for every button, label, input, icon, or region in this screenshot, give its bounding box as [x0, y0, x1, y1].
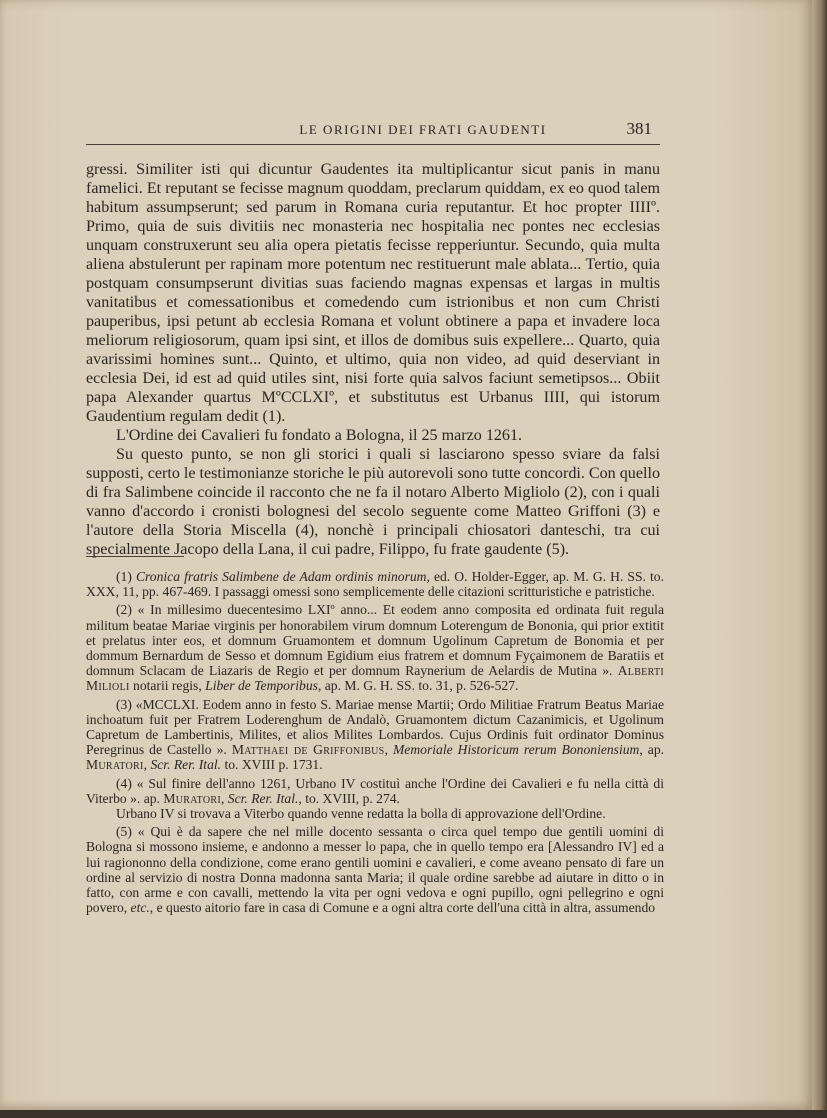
page-header — [86, 119, 660, 145]
paragraph-latin-quote: gressi. Similiter isti qui dicuntur Gaudentes ita multiplicantur sicut panis in manu famelici. Et reputant se fecisse magnum quoddam, preclarum quiddam, ex eo quod talem habitum assumpserunt; sed parum in Romana curia reputantur. Et hoc propter IIIIº. Primo, quia de suis divitiis nec monasteria nec hospitalia nec pontes nec ecclesias unquam construxerunt seu alia opera pietatis fecisse repperiuntur. Secundo, quia multa aliena abstulerunt per rapinam more potentum nec restituerunt male ablata... Tertio, quia postquam consumpserunt divitias suas faciendo magnas expensas et largas in multis vanitatibus et comessationibus et comedendo cum istrionibus et non cum Christi pauperibus, ipsi petunt ab ecclesia Romana et volunt obtinere a papa et invadere loca meliorum religiosorum, quam ipsi sint, et illos de domibus suis expellere... Quarto, quia avarissimi homines sunt... Quinto, et ultimo, quia non video, ad quid deserviant in ecclesia Dei, id est ad quid utiles sint, nisi forte quia salvos faciunt semetipsos... Obiit papa Alexander quartus MºCCLXIº, et substitutus est Urbanus IIII, qui istorum Gaudentium regulam dedit (1). — [86, 161, 660, 425]
footnote-5: (5) « Qui è da sapere che nel mille docento sessanta o circa quel tempo due gentili uomini di Bologna si mossono insieme, e andonno a messer lo papa, che in quello tempo era [Alessandro IV] ed a lui ragiononno della condizione, come erano gentili uomini e cavalieri, e come aveano pensato di fare un ordine al servizio di nostra Donna madonna santa Maria; il quale ordine sarebbe ad aiutare in ditto o in fatto, con arme e con cavalli, mettendo la vita per ogni vedova e ogni pupillo, ogni pellegrino e ogni povero, etc., e questo aitorio fare in casa di Comune e a ogni altra corte dell'una città in altra, assumendo — [86, 824, 664, 916]
running-title: LE ORIGINI DEI FRATI GAUDENTI — [299, 122, 547, 137]
footnote-1-title: Cronica fratris Salimbene de Adam ordinis minorum — [135, 569, 427, 584]
page-number: 381 — [626, 119, 652, 138]
footnote-2: (2) « In millesimo duecentesimo LXIº anno... Et eodem anno composita ed ordinata fuit regula militum beatae Mariae virginis per honorabilem virum domnum Loterengum de Bononia, qui prior extitit et prelatus inter eos, et domnum Gruamontem et domnum Ugolinum Capretum de Bonomia et per dommum Bernardum de Sesso et domnum Egidium eius fratrem et domnum Fyçaimonem de Baratiis et domnum Sclacam de Liazaris de Regio et per domnum Raynerium de Aelardis de Mutina ». Alberti Milioli notarii regis, Liber de Temporibus, ap. M. G. H. SS. to. 31, p. 526-527. — [86, 602, 664, 694]
paragraph-sources: Su questo punto, se non gli storici i quali si lasciarono spesso sviare da falsi supposti, certo le testimonianze storiche le più autorevoli sono tutte concordi. Con quello di fra Salimbene coincide il racconto che ne fa il notaro Alberto Migliolo (2), con i quali vanno d'accordo i cronisti bolognesi del secolo seguente come Matteo Griffoni (3) e l'autore della Storia Miscella (4), nonchè i principali chiosatori danteschi, tra cui specialmente Jacopo della Lana, il cui padre, Filippo, fu frate gaudente (5). — [86, 446, 660, 558]
footnote-1: (1) Cronica fratris Salimbene de Adam ordinis minorum, ed. O. Holder-Egger, ap. M. G. H. SS. to. XXX, 11, pp. 467-469. I passaggi omessi sono semplicemente delle citazioni scritturistiche e patristiche. — [86, 569, 664, 600]
page-bottom-shadow — [0, 1110, 827, 1118]
footnote-4: (4) « Sul finire dell'anno 1261, Urbano IV costituì anche l'Ordine dei Cavalieri e fu nella città di Viterbo ». ap. Muratori, Scr. Rer. Ital., to. XVIII, p. 274. — [86, 775, 664, 806]
main-text — [86, 160, 660, 559]
footnote-4-continuation: Urbano IV si trovava a Viterbo quando venne redatta la bolla di approvazione dell'Ordine. — [116, 806, 606, 822]
footnote-separator — [86, 556, 184, 557]
page-edge — [812, 0, 827, 1118]
footnotes — [86, 569, 664, 915]
paragraph-founding: L'Ordine dei Cavalieri fu fondato a Bologna, il 25 marzo 1261. — [116, 427, 523, 444]
footnote-3: (3) «MCCLXI. Eodem anno in festo S. Mariae mense Martii; Ordo Militiae Fratrum Beatus Mariae inchoatum fuit per Fratrem Loderenghum de Andalò, Gruamontem dictum Cazanimicis, et Ugolinum Capretum de Lambertinis, Milites, et alios Milites Lombardos. Cujus Ordinis fuit ordinator Dominus Peregrinus de Castello ». Matthaei de Griffonibus, Memoriale Historicum rerum Bononiensium, ap. Muratori, Scr. Rer. Ital. to. XVIII p. 1731. — [86, 696, 665, 773]
